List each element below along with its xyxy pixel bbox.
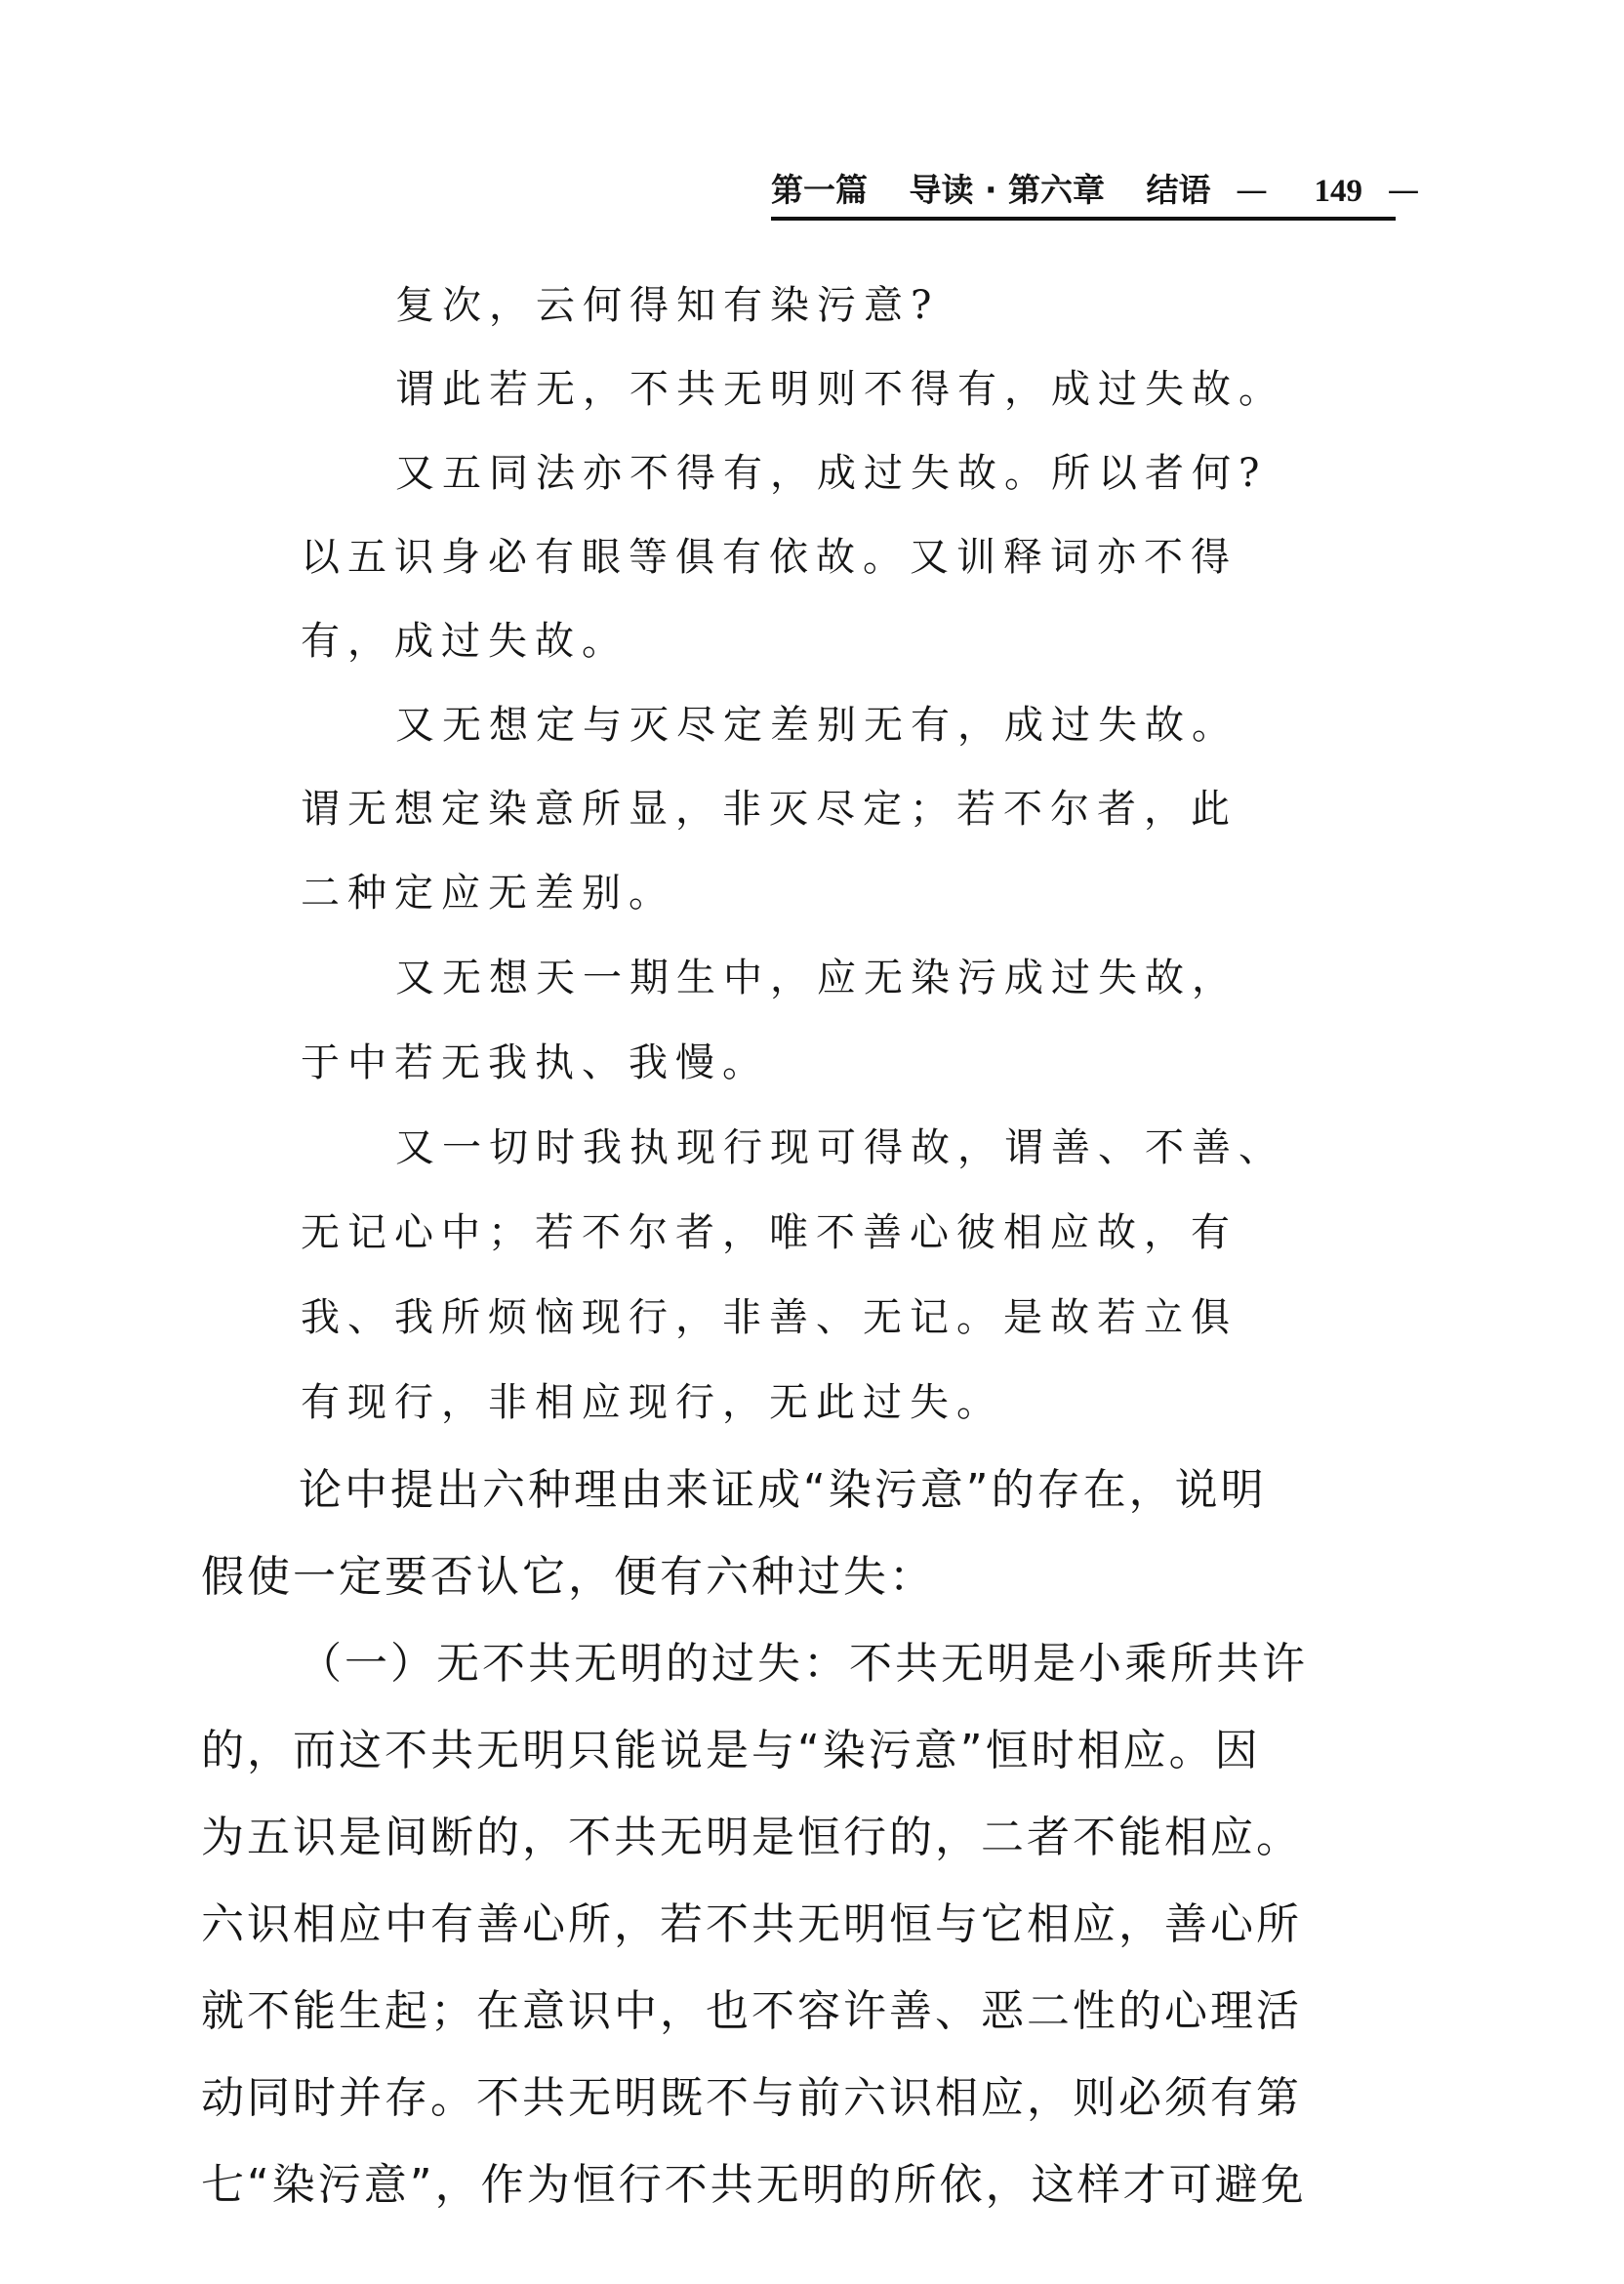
- quote-line: 又五同法亦不得有，成过失故。所以者何?: [395, 451, 1268, 496]
- quote-line: 以五识身必有眼等俱有依故。又训释词亦不得: [301, 535, 1238, 580]
- quote-line: 又无想天一期生中，应无染污成过失故，: [395, 956, 1238, 1000]
- quote-line: 有，成过失故。: [301, 619, 629, 664]
- quote-line: 二种定应无差别。: [301, 871, 675, 916]
- header-dash-right: —: [1387, 171, 1420, 209]
- quote-line: 我、我所烦恼现行，非善、无记。是故若立俱: [301, 1295, 1238, 1340]
- body-line: 动同时并存。不共无明既不与前六识相应，则必须有第: [201, 2073, 1302, 2123]
- quote-line: 有现行，非相应现行，无此过失。: [301, 1380, 1003, 1425]
- header-chapter-title: 结语: [1146, 171, 1211, 209]
- body-line: 的，而这不共无明只能说是与“染污意”恒时相应。因: [201, 1726, 1261, 1775]
- body-line: 六识相应中有善心所，若不共无明恒与它相应，善心所: [201, 1899, 1302, 1949]
- running-header: [771, 166, 1420, 221]
- header-title: 导读: [909, 171, 974, 209]
- quote-line: 于中若无我执、我慢。: [301, 1040, 769, 1085]
- header-separator: ·: [985, 171, 997, 209]
- quote-line: 无记心中；若不尔者，唯不善心彼相应故，有: [301, 1210, 1238, 1255]
- header-dash-left: —: [1236, 171, 1269, 209]
- quote-line: 又一切时我执现行现可得故，谓善、不善、: [395, 1125, 1285, 1170]
- body-line: 七“染污意”，作为恒行不共无明的所依，这样才可避免: [201, 2160, 1307, 2210]
- quote-line: 谓此若无，不共无明则不得有，成过失故。: [395, 367, 1285, 412]
- page-number: 149: [1314, 174, 1363, 209]
- header-section: 第一篇: [771, 171, 868, 209]
- header-chapter: 第六章: [1008, 171, 1106, 209]
- quote-line: 又无想定与灭尽定差别无有，成过失故。: [395, 703, 1238, 748]
- body-line: 为五识是间断的，不共无明是恒行的，二者不能相应。: [201, 1813, 1302, 1862]
- header-gap-2: [1120, 166, 1132, 215]
- quote-line: 复次，云何得知有染污意?: [395, 283, 940, 328]
- body-line: 假使一定要否认它，便有六种过失：: [201, 1552, 935, 1602]
- body-line: （一）无不共无明的过失：不共无明是小乘所共许: [299, 1639, 1308, 1689]
- body-line: 就不能生起；在意识中，也不容许善、恶二性的心理活: [201, 1986, 1302, 2036]
- quote-line: 谓无想定染意所显，非灭尽定；若不尔者，此: [301, 787, 1238, 832]
- header-gap: [883, 166, 895, 215]
- body-line: 论中提出六种理由来证成“染污意”的存在，说明: [299, 1465, 1267, 1515]
